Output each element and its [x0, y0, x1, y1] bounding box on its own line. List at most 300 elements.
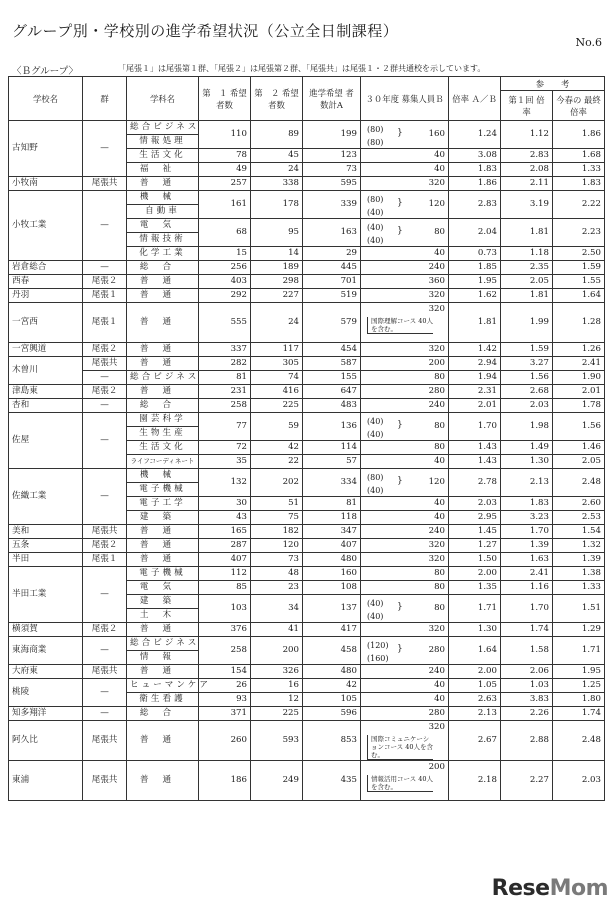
- first-value: 103: [199, 595, 251, 623]
- subject-name: 建築: [127, 511, 199, 525]
- ratio-value: 1.70: [449, 413, 501, 441]
- r1-value: 1.39: [501, 539, 553, 553]
- subject-name: 生活文化: [127, 441, 199, 455]
- admission-table: [8, 76, 605, 801]
- final-value: 1.64: [553, 289, 605, 303]
- school-name: 横須賀: [9, 623, 83, 637]
- second-value: 74: [251, 371, 303, 385]
- subject-name: 総合ビジネス: [127, 637, 199, 651]
- second-value: 189: [251, 261, 303, 275]
- table-row: [9, 357, 605, 371]
- second-value: 24: [251, 303, 303, 343]
- total-value: 199: [303, 121, 361, 149]
- capacity-part: (40): [367, 236, 384, 245]
- capacity-number: 320: [428, 304, 445, 314]
- brace-icon: }: [397, 602, 403, 612]
- first-value: 77: [199, 413, 251, 441]
- ratio-value: 2.18: [449, 761, 501, 801]
- total-value: 42: [303, 679, 361, 693]
- header-final-ratio: 今春の 最終倍率: [553, 91, 605, 121]
- final-value: 1.25: [553, 679, 605, 693]
- total-value: 853: [303, 721, 361, 761]
- capacity-note: 国際理解コース 40人を含む。: [367, 317, 433, 334]
- first-value: 43: [199, 511, 251, 525]
- capacity-part: (40): [367, 417, 384, 426]
- total-value: 480: [303, 665, 361, 679]
- header-first-choice: 第 １ 希望者数: [199, 77, 251, 121]
- subject-name: 衛生看護: [127, 693, 199, 707]
- first-value: 35: [199, 455, 251, 469]
- r1-value: 1.99: [501, 303, 553, 343]
- total-value: 123: [303, 149, 361, 163]
- school-name: 半田工業: [9, 567, 83, 623]
- group-label: 〈Ｂグループ〉: [12, 66, 79, 77]
- second-value: 326: [251, 665, 303, 679]
- ratio-value: 2.00: [449, 567, 501, 581]
- school-name: 岩倉総合: [9, 261, 83, 275]
- school-name: 西春: [9, 275, 83, 289]
- subject-name: ヒューマンケア: [127, 679, 199, 693]
- school-group: 尾張１: [83, 289, 127, 303]
- final-value: 2.48: [553, 721, 605, 761]
- ratio-value: 2.04: [449, 219, 501, 247]
- first-value: 161: [199, 191, 251, 219]
- capacity-part: (80): [367, 195, 384, 204]
- subject-name: 普通: [127, 303, 199, 343]
- ratio-value: 1.83: [449, 163, 501, 177]
- total-value: 595: [303, 177, 361, 191]
- capacity-value: [361, 413, 449, 441]
- table-row: [9, 679, 605, 693]
- ratio-value: 2.13: [449, 707, 501, 721]
- school-group: 尾張共: [83, 665, 127, 679]
- final-value: 1.29: [553, 623, 605, 637]
- school-group: 尾張２: [83, 275, 127, 289]
- capacity-value: 40: [361, 455, 449, 469]
- second-value: 225: [251, 707, 303, 721]
- total-value: 136: [303, 413, 361, 441]
- school-group: 尾張１: [83, 303, 127, 343]
- capacity-value: [361, 469, 449, 497]
- final-value: 2.03: [553, 761, 605, 801]
- capacity-value: 240: [361, 665, 449, 679]
- first-value: 287: [199, 539, 251, 553]
- ratio-value: 1.85: [449, 261, 501, 275]
- subject-name: 情報処理: [127, 135, 199, 149]
- first-value: 112: [199, 567, 251, 581]
- subject-name: 普通: [127, 177, 199, 191]
- r1-value: 1.74: [501, 623, 553, 637]
- first-value: 257: [199, 177, 251, 191]
- subject-name: 普通: [127, 553, 199, 567]
- capacity-value: 40: [361, 163, 449, 177]
- capacity-total: 120: [428, 199, 445, 209]
- total-value: 407: [303, 539, 361, 553]
- total-value: 114: [303, 441, 361, 455]
- total-value: 417: [303, 623, 361, 637]
- r1-value: 2.03: [501, 399, 553, 413]
- total-value: 701: [303, 275, 361, 289]
- final-value: 1.28: [553, 303, 605, 343]
- total-value: 73: [303, 163, 361, 177]
- capacity-value: 80: [361, 371, 449, 385]
- school-name: 大府東: [9, 665, 83, 679]
- r1-value: 1.56: [501, 371, 553, 385]
- capacity-part: (40): [367, 223, 384, 232]
- table-row: [9, 261, 605, 275]
- first-value: 186: [199, 761, 251, 801]
- table-row: [9, 289, 605, 303]
- final-value: 2.48: [553, 469, 605, 497]
- capacity-value: [361, 303, 449, 343]
- capacity-part: (40): [367, 208, 384, 217]
- table-row: [9, 191, 605, 205]
- capacity-value: 280: [361, 385, 449, 399]
- subject-name: 園芸科学: [127, 413, 199, 427]
- table-row: [9, 275, 605, 289]
- table-row: [9, 539, 605, 553]
- school-group: 尾張共: [83, 525, 127, 539]
- final-value: 2.23: [553, 219, 605, 247]
- subject-name: 電子機械: [127, 567, 199, 581]
- subject-name: 自動車: [127, 205, 199, 219]
- table-row: [9, 343, 605, 357]
- page-number: No.6: [575, 36, 602, 49]
- r1-value: 2.83: [501, 149, 553, 163]
- school-name: 津島東: [9, 385, 83, 399]
- subject-name: 普通: [127, 357, 199, 371]
- ratio-value: 2.78: [449, 469, 501, 497]
- capacity-value: [361, 637, 449, 665]
- capacity-value: 280: [361, 707, 449, 721]
- final-value: 1.32: [553, 539, 605, 553]
- final-value: 1.83: [553, 177, 605, 191]
- r1-value: 2.27: [501, 761, 553, 801]
- first-value: 258: [199, 637, 251, 665]
- first-value: 49: [199, 163, 251, 177]
- table-row: [9, 623, 605, 637]
- table-row: [9, 637, 605, 651]
- subject-name: 普通: [127, 385, 199, 399]
- capacity-part: (80): [367, 473, 384, 482]
- school-group: —: [83, 707, 127, 721]
- capacity-part: (40): [367, 599, 384, 608]
- table-row: [9, 665, 605, 679]
- second-value: 95: [251, 219, 303, 247]
- final-value: 1.39: [553, 553, 605, 567]
- capacity-value: 320: [361, 177, 449, 191]
- capacity-total: 280: [428, 645, 445, 655]
- brace-icon: }: [397, 198, 403, 208]
- table-row: [9, 567, 605, 581]
- final-value: 1.71: [553, 637, 605, 665]
- second-value: 23: [251, 581, 303, 595]
- ratio-value: 1.95: [449, 275, 501, 289]
- subject-name: 化学工業: [127, 247, 199, 261]
- final-value: 1.33: [553, 581, 605, 595]
- first-value: 110: [199, 121, 251, 149]
- school-name: 小牧南: [9, 177, 83, 191]
- total-value: 155: [303, 371, 361, 385]
- first-value: 26: [199, 679, 251, 693]
- ratio-value: 2.63: [449, 693, 501, 707]
- school-name: 知多翔洋: [9, 707, 83, 721]
- second-value: 305: [251, 357, 303, 371]
- ratio-value: 1.62: [449, 289, 501, 303]
- r1-value: 1.03: [501, 679, 553, 693]
- subject-name: 普通: [127, 539, 199, 553]
- second-value: 593: [251, 721, 303, 761]
- capacity-part: (40): [367, 430, 384, 439]
- total-value: 445: [303, 261, 361, 275]
- r1-value: 1.70: [501, 525, 553, 539]
- capacity-part: (80): [367, 138, 384, 147]
- total-value: 454: [303, 343, 361, 357]
- subject-name: 総合: [127, 399, 199, 413]
- header-subject: 学科名: [127, 77, 199, 121]
- total-value: 81: [303, 497, 361, 511]
- table-row: [9, 371, 605, 385]
- ratio-value: 2.67: [449, 721, 501, 761]
- total-value: 118: [303, 511, 361, 525]
- total-value: 339: [303, 191, 361, 219]
- final-value: 1.90: [553, 371, 605, 385]
- school-group: —: [83, 679, 127, 707]
- subject-name: 普通: [127, 343, 199, 357]
- second-value: 16: [251, 679, 303, 693]
- school-group: —: [83, 399, 127, 413]
- resemom-logo: ReseMom: [491, 876, 608, 901]
- total-value: 57: [303, 455, 361, 469]
- school-name: 佐織工業: [9, 469, 83, 525]
- capacity-value: [361, 219, 449, 247]
- ratio-value: 2.95: [449, 511, 501, 525]
- final-value: 1.56: [553, 413, 605, 441]
- brace-icon: }: [397, 226, 403, 236]
- first-value: 78: [199, 149, 251, 163]
- final-value: 1.80: [553, 693, 605, 707]
- brace-icon: }: [397, 128, 403, 138]
- r1-value: 2.35: [501, 261, 553, 275]
- second-value: 59: [251, 413, 303, 441]
- ratio-value: 3.08: [449, 149, 501, 163]
- r1-value: 2.06: [501, 665, 553, 679]
- table-row: [9, 707, 605, 721]
- school-group: —: [83, 191, 127, 261]
- subject-name: 普通: [127, 289, 199, 303]
- first-value: 85: [199, 581, 251, 595]
- ratio-value: 1.50: [449, 553, 501, 567]
- total-value: 137: [303, 595, 361, 623]
- second-value: 182: [251, 525, 303, 539]
- school-group: —: [83, 261, 127, 275]
- r1-value: 2.68: [501, 385, 553, 399]
- total-value: 160: [303, 567, 361, 581]
- final-value: 1.38: [553, 567, 605, 581]
- page-title: グループ別・学校別の進学希望状況（公立全日制課程）: [12, 22, 399, 40]
- school-group: 尾張２: [83, 539, 127, 553]
- table-row: [9, 525, 605, 539]
- first-value: 258: [199, 399, 251, 413]
- subject-name: 電気: [127, 581, 199, 595]
- ratio-value: 1.42: [449, 343, 501, 357]
- second-value: 34: [251, 595, 303, 623]
- final-value: 1.55: [553, 275, 605, 289]
- subject-name: 普通: [127, 665, 199, 679]
- r1-value: 1.18: [501, 247, 553, 261]
- second-value: 75: [251, 511, 303, 525]
- r1-value: 1.63: [501, 553, 553, 567]
- second-value: 178: [251, 191, 303, 219]
- first-value: 30: [199, 497, 251, 511]
- final-value: 1.59: [553, 261, 605, 275]
- header-total: 進学希望 者数計A: [303, 77, 361, 121]
- r1-value: 3.27: [501, 357, 553, 371]
- school-name: 古知野: [9, 121, 83, 177]
- second-value: 416: [251, 385, 303, 399]
- ratio-value: 2.31: [449, 385, 501, 399]
- ratio-value: 1.30: [449, 623, 501, 637]
- r1-value: 2.41: [501, 567, 553, 581]
- second-value: 12: [251, 693, 303, 707]
- school-name: 東浦: [9, 761, 83, 801]
- capacity-value: 40: [361, 149, 449, 163]
- school-name: 佐屋: [9, 413, 83, 469]
- subject-name: 総合ビジネス: [127, 121, 199, 135]
- first-value: 376: [199, 623, 251, 637]
- table-header: [9, 77, 605, 121]
- second-value: 14: [251, 247, 303, 261]
- r1-value: 1.49: [501, 441, 553, 455]
- final-value: 1.33: [553, 163, 605, 177]
- header-school: 学校名: [9, 77, 83, 121]
- capacity-value: 200: [361, 357, 449, 371]
- capacity-value: 360: [361, 275, 449, 289]
- subject-name: 福祉: [127, 163, 199, 177]
- total-value: 29: [303, 247, 361, 261]
- ratio-value: 1.71: [449, 595, 501, 623]
- subject-name: 建築: [127, 595, 199, 609]
- school-name: 阿久比: [9, 721, 83, 761]
- second-value: 120: [251, 539, 303, 553]
- capacity-value: [361, 721, 449, 761]
- school-group: 尾張２: [83, 343, 127, 357]
- subject-name: 総合: [127, 261, 199, 275]
- school-name: 杏和: [9, 399, 83, 413]
- capacity-value: 320: [361, 553, 449, 567]
- capacity-value: [361, 121, 449, 149]
- table-row: [9, 303, 605, 343]
- capacity-value: 80: [361, 581, 449, 595]
- first-value: 132: [199, 469, 251, 497]
- second-value: 42: [251, 441, 303, 455]
- table-row: [9, 469, 605, 483]
- subject-name: 普通: [127, 275, 199, 289]
- capacity-value: 40: [361, 247, 449, 261]
- total-value: 579: [303, 303, 361, 343]
- subject-name: 生物生産: [127, 427, 199, 441]
- capacity-value: 320: [361, 539, 449, 553]
- r1-value: 3.19: [501, 191, 553, 219]
- ratio-value: 2.94: [449, 357, 501, 371]
- total-value: 108: [303, 581, 361, 595]
- ratio-value: 1.86: [449, 177, 501, 191]
- r1-value: 1.83: [501, 497, 553, 511]
- final-value: 1.26: [553, 343, 605, 357]
- brace-icon: }: [397, 476, 403, 486]
- first-value: 15: [199, 247, 251, 261]
- capacity-value: 40: [361, 679, 449, 693]
- school-group: —: [83, 413, 127, 469]
- second-value: 73: [251, 553, 303, 567]
- ratio-value: 1.94: [449, 371, 501, 385]
- group-note: 「尾張１」は尾張第１群、「尾張２」は尾張第２群、「尾張共」は尾張１・２群共通校を示しています。: [118, 64, 486, 73]
- school-group: —: [83, 121, 127, 177]
- subject-name: 機械: [127, 191, 199, 205]
- first-value: 72: [199, 441, 251, 455]
- subject-name: 電気: [127, 219, 199, 233]
- table-row: [9, 121, 605, 135]
- r1-value: 1.59: [501, 343, 553, 357]
- r1-value: 1.98: [501, 413, 553, 441]
- capacity-note: 情報活用コース 40人を含む。: [367, 775, 433, 792]
- final-value: 2.41: [553, 357, 605, 371]
- capacity-number: 320: [428, 722, 445, 732]
- ratio-value: 1.81: [449, 303, 501, 343]
- school-group: 尾張２: [83, 385, 127, 399]
- total-value: 647: [303, 385, 361, 399]
- capacity-value: 80: [361, 567, 449, 581]
- first-value: 231: [199, 385, 251, 399]
- school-group: —: [83, 637, 127, 665]
- header-ratio: 倍率 Ａ／Ｂ: [449, 77, 501, 121]
- capacity-value: 240: [361, 261, 449, 275]
- brace-icon: }: [397, 420, 403, 430]
- final-value: 2.22: [553, 191, 605, 219]
- final-value: 1.86: [553, 121, 605, 149]
- ratio-value: 1.27: [449, 539, 501, 553]
- capacity-value: 320: [361, 343, 449, 357]
- second-value: 51: [251, 497, 303, 511]
- table-row: [9, 553, 605, 567]
- ratio-value: 2.83: [449, 191, 501, 219]
- ratio-value: 1.35: [449, 581, 501, 595]
- r1-value: 2.05: [501, 275, 553, 289]
- capacity-part: (40): [367, 612, 384, 621]
- header-capacity: ３０年度 募集人員Ｂ: [361, 77, 449, 121]
- school-group: —: [83, 567, 127, 623]
- final-value: 1.95: [553, 665, 605, 679]
- ratio-value: 1.24: [449, 121, 501, 149]
- total-value: 347: [303, 525, 361, 539]
- final-value: 1.46: [553, 441, 605, 455]
- capacity-value: 320: [361, 623, 449, 637]
- second-value: 227: [251, 289, 303, 303]
- second-value: 225: [251, 399, 303, 413]
- capacity-total: 80: [434, 603, 445, 613]
- subject-name: 土木: [127, 609, 199, 623]
- capacity-value: 240: [361, 399, 449, 413]
- final-value: 1.51: [553, 595, 605, 623]
- school-name: 美和: [9, 525, 83, 539]
- total-value: 105: [303, 693, 361, 707]
- ratio-value: 1.43: [449, 441, 501, 455]
- capacity-total: 120: [428, 477, 445, 487]
- school-group: 尾張共: [83, 761, 127, 801]
- second-value: 202: [251, 469, 303, 497]
- total-value: 587: [303, 357, 361, 371]
- total-value: 596: [303, 707, 361, 721]
